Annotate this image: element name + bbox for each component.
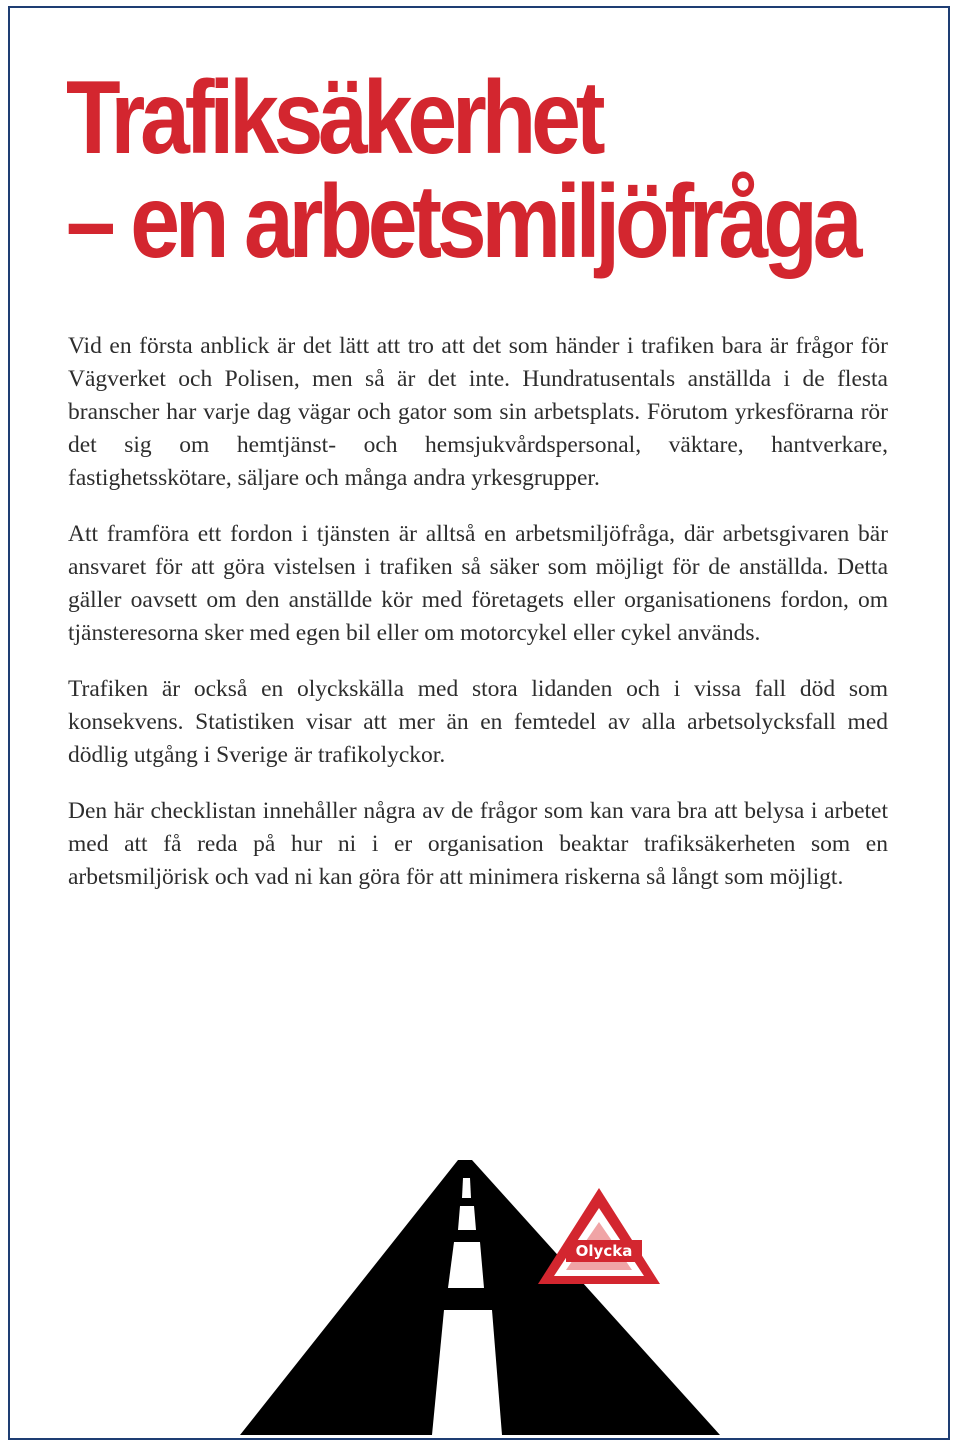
paragraph: Att framföra ett fordon i tjänsten är alltså en arbetsmiljöfråga, där arbetsgivaren bär ansvaret för att göra vistelsen i trafiken så säker som möjligt för de anställda. Detta gäller oavsett om den anställde kör med företagets eller organisationens fordon, om tjänsteresorna sker med egen bil eller om motorcykel eller cykel används. [68, 521, 888, 646]
page-title [66, 60, 858, 280]
road-marking [448, 1242, 484, 1288]
road-marking [458, 1206, 476, 1230]
intro-text [68, 330, 888, 917]
road-marking [432, 1310, 502, 1435]
warning-triangle-icon [538, 1188, 660, 1284]
title-line-2: – en arbetsmiljöfråga [66, 164, 858, 280]
title-line-1: Trafiksäkerhet [66, 60, 601, 176]
road-illustration [240, 1160, 720, 1435]
warning-label: Olycka [575, 1242, 633, 1260]
road-marking [462, 1178, 471, 1198]
paragraph: Trafiken är också en olyckskälla med stora lidanden och i vissa fall död som konsekvens. Statistiken visar att mer än en femtedel av alla arbetsolycksfall med dödlig utgång i Sverige är trafikolyckor. [68, 676, 888, 768]
paragraph: Den här checklistan innehåller några av de frågor som kan vara bra att belysa i arbetet med att få reda på hur ni i er organisation beaktar trafiksäkerheten som en arbetsmiljörisk och vad ni kan göra för att minimera riskerna så långt som möjligt. [68, 798, 888, 890]
paragraph: Vid en första anblick är det lätt att tro att det som händer i trafiken bara är frågor för Vägverket och Polisen, men så är det inte. Hundratusentals anställda i de flesta branscher har varje dag vägar och gator som sin arbetsplats. Förutom yrkesförarna rör det sig om hemtjänst- och hemsjukvårdspersonal, väktare, hantverkare, fastighetsskötare, säljare och många andra yrkesgrupper. [68, 333, 888, 491]
